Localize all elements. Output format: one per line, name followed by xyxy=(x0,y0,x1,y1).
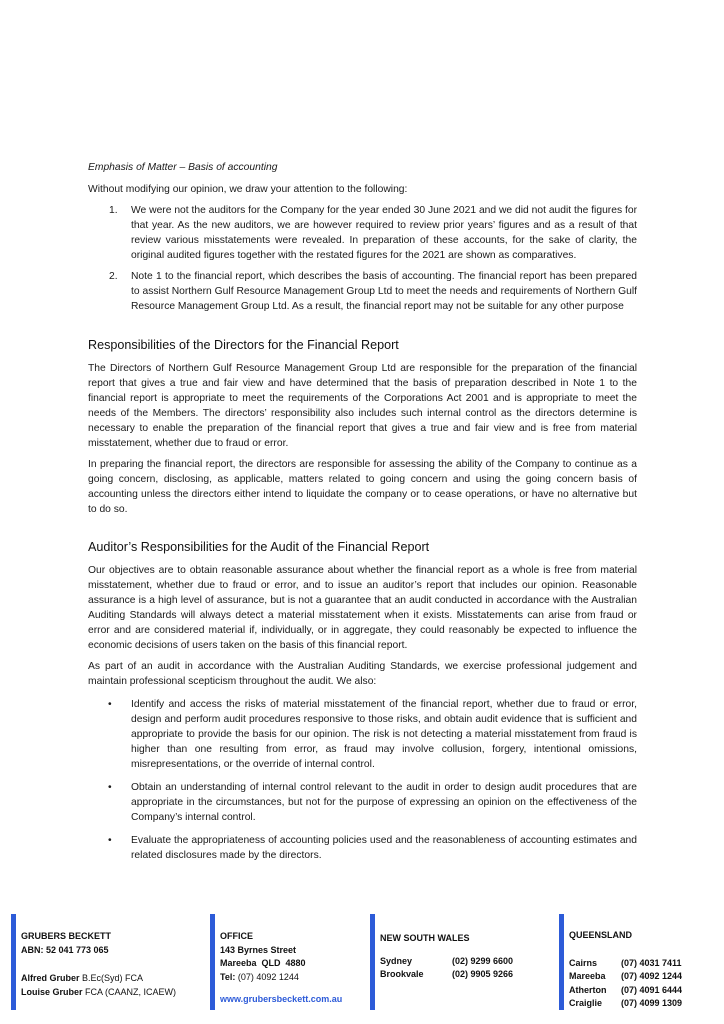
firm-abn: ABN: 52 041 773 065 xyxy=(21,944,109,955)
website-link[interactable]: www.grubersbeckett.com.au xyxy=(220,994,343,1004)
firm-name: GRUBERS BECKETT xyxy=(21,931,112,941)
qld-office: Craiglie (07) 4099 1309 xyxy=(569,998,683,1008)
nsw-office: Brookvale (02) 9905 9266 xyxy=(380,969,514,979)
list-item xyxy=(88,780,637,825)
footer-qld-block xyxy=(559,914,719,1010)
list-text: We were not the auditors for the Company for the year ended 30 June 2021 and we did not audit the figures for that year. As the new auditors, we are however required to review prior years’ figures and as a result of that review various misstatements were revealed. In preparation of these accounts, for the sake of clarity, the original audited figures together with the restated figures for the 2021 are shown as comparatives. xyxy=(131,205,637,261)
bullet-marker: • xyxy=(108,699,112,710)
list-text: Evaluate the appropriateness of accounting policies used and the reasonableness of accounting estimates and related disclosures made by the directors. xyxy=(131,835,637,861)
partner-2: Louise Gruber FCA (CAANZ, ICAEW) xyxy=(21,986,177,997)
auditor-bullets xyxy=(88,697,637,863)
directors-heading: Responsibilities of the Directors for the Financial Report xyxy=(88,338,399,352)
auditor-heading: Auditor’s Responsibilities for the Audit of the Financial Report xyxy=(88,540,430,554)
matters-list xyxy=(88,203,637,314)
list-number: 1. xyxy=(109,205,118,216)
directors-paragraph: In preparing the financial report, the directors are responsible for assessing the ability of the Company to continue as a going concern, disclosing, as applicable, matters related to going concern and using the going concern basis of accounting unless the directors either intend to liquidate the company or to cease operations, or have no alternative but to do so. xyxy=(88,459,637,515)
footer-accent-bar xyxy=(370,914,375,1010)
footer-firm-block xyxy=(11,914,201,1010)
list-item xyxy=(88,203,637,263)
list-item xyxy=(88,269,637,314)
report-body xyxy=(88,160,637,869)
list-text: Note 1 to the financial report, which describes the basis of accounting. The financial report has been prepared to assist Northern Gulf Resource Management Group Ltd to meet the needs and requirements of Northern Gulf Resource Management Group Ltd. As a result, the financial report may not be suitable for any other purpose xyxy=(131,271,637,312)
partner-1: Alfred Gruber B.Ec(Syd) FCA xyxy=(21,973,144,983)
intro-text: Without modifying our opinion, we draw your attention to the following: xyxy=(88,184,408,195)
qld-office: Mareeba (07) 4092 1244 xyxy=(569,971,683,981)
auditor-paragraph: As part of an audit in accordance with the Australian Auditing Standards, we exercise professional judgement and maintain professional scepticism throughout the audit. We also: xyxy=(88,661,637,687)
page-footer xyxy=(0,914,724,1024)
footer-accent-bar xyxy=(11,914,16,1010)
footer-nsw-block xyxy=(370,914,550,1010)
office-town: Mareeba QLD 4880 xyxy=(220,958,306,968)
qld-office: Cairns (07) 4031 7411 xyxy=(569,957,682,968)
bullet-marker: • xyxy=(108,835,112,846)
directors-paragraph: The Directors of Northern Gulf Resource Management Group Ltd are responsible for the preparation of the financial report that gives a true and fair view and have determined that the basis of preparation described in Note 1 to the financial report is appropriate to meet the requirements of the Corporations Act 2001 and is appropriate to meet the needs of the Members. The directors’ responsibility also includes such internal control as the directors determine is necessary to enable the preparation of the financial report that gives a true and fair view and is free from material misstatement, whether due to fraud or error. xyxy=(88,363,637,449)
list-text: Identify and access the risks of material misstatement of the financial report, whether due to fraud or error, design and perform audit procedures responsive to those risks, and obtain audit evidence that is sufficient and appropriate to provide the basis for our opinion. The risk is not detecting a material misstatement from fraud is higher than one resulting from error, as fraud may involve collusion, forgery, intentional omissions, misrepresentations, or the override of internal control. xyxy=(131,699,637,770)
list-item xyxy=(88,697,637,772)
bullet-marker: • xyxy=(108,782,112,793)
office-tel: Tel: (07) 4092 1244 xyxy=(220,971,299,982)
office-street: 143 Byrnes Street xyxy=(220,944,297,955)
footer-accent-bar xyxy=(210,914,215,1010)
list-text: Obtain an understanding of internal control relevant to the audit in order to design audit procedures that are appropriate in the circumstances, but not for the purpose of expressing an opinion on the effectiveness of the Company’s internal control. xyxy=(131,782,637,823)
qld-heading: QUEENSLAND xyxy=(569,930,633,940)
office-heading: OFFICE xyxy=(220,931,253,941)
list-item xyxy=(88,833,637,863)
footer-office-block xyxy=(210,914,365,1010)
emphasis-heading: Emphasis of Matter – Basis of accounting xyxy=(88,162,278,173)
nsw-office: Sydney (02) 9299 6600 xyxy=(380,955,514,966)
nsw-heading: NEW SOUTH WALES xyxy=(380,933,470,943)
list-number: 2. xyxy=(109,271,118,282)
footer-accent-bar xyxy=(559,914,564,1010)
auditor-paragraph: Our objectives are to obtain reasonable assurance about whether the financial report as a whole is free from material misstatement, whether due to fraud or error, and to issue an auditor’s report that includes our opinion. Reasonable assurance is a high level of assurance, but is not a guarantee that an audit conducted in accordance with the Australian Auditing Standards will always detect a material misstatement when it exists. Misstatements can arise from fraud or error and are considered material if, individually, or in aggregate, they could reasonably be expected to influence the economic decisions of users taken on the basis of this financial report. xyxy=(88,565,637,651)
qld-office: Atherton (07) 4091 6444 xyxy=(569,984,683,995)
